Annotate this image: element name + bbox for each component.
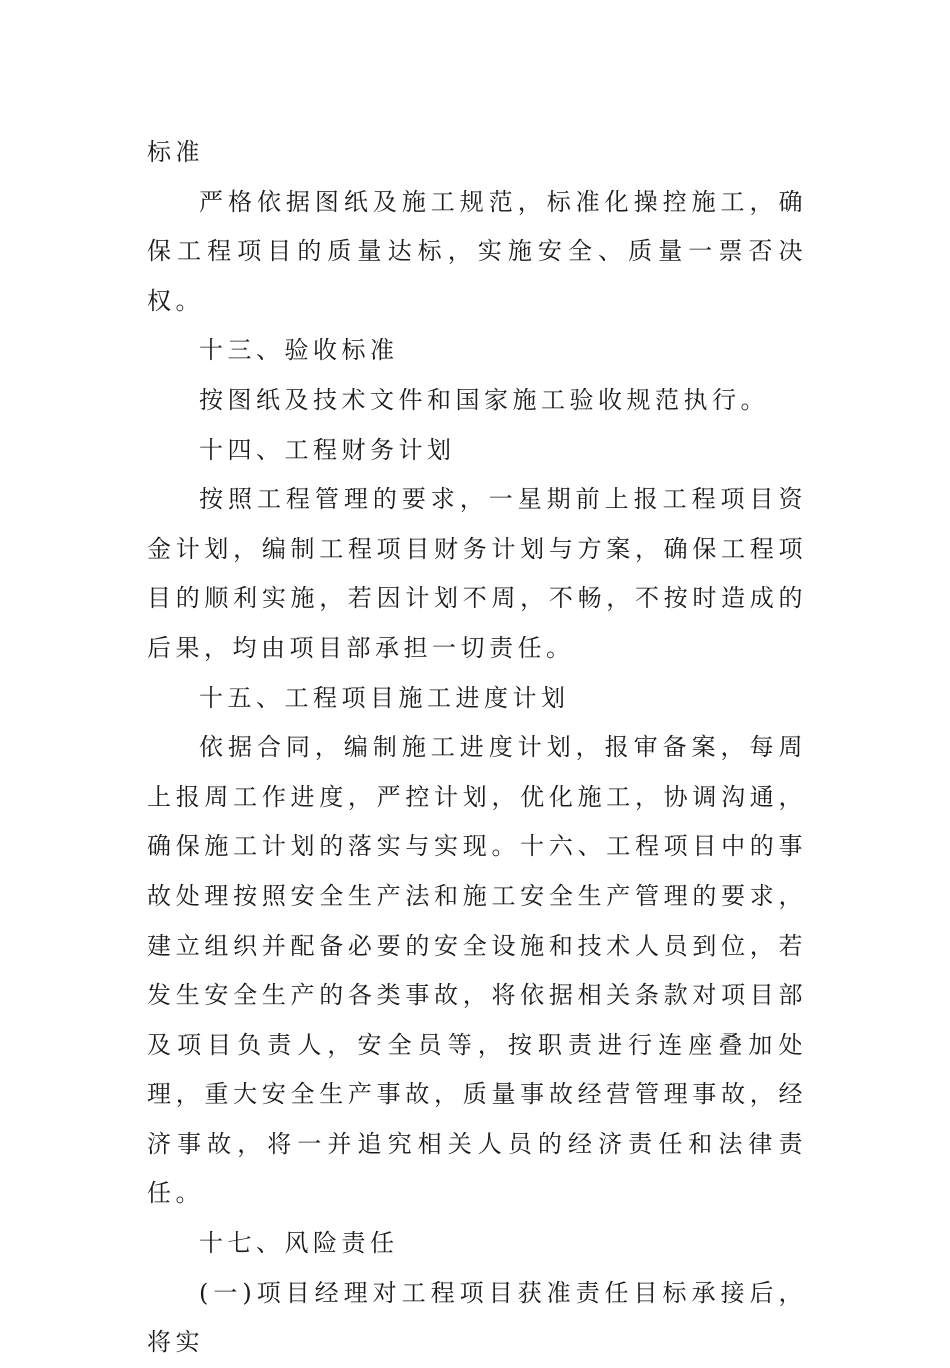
paragraph-quality-standard: 严格依据图纸及施工规范，标准化操控施工，确保工程项目的质量达标，实施安全、质量一票否决权。 [147, 187, 807, 315]
paragraph-schedule-plan: 依据合同，编制施工进度计划，报审备案，每周上报周工作进度，严控计划，优化施工，协调沟通，确保施工计划的落实与实现。十六、工程项目中的事故处理按照安全生产法和施工安全生产管理的要求，建立组织并配备必要的安全设施和技术人员到位，若发生安全生产的各类事故，将依据相关条款对项目部及项目负责人，安全员等，按职责进行连座叠加处理，重大安全生产事故，质量事故经营管理事故，经济事故，将一并追究相关人员的经济责任和法律责任。 [147, 733, 807, 1208]
paragraph-financial-plan: 按照工程管理的要求，一星期前上报工程项目资金计划，编制工程项目财务计划与方案，确保工程项目的顺利实施，若因计划不周，不畅，不按时造成的后果，均由项目部承担一切责任。 [147, 485, 807, 662]
paragraph-continuation: 标准 [147, 138, 204, 166]
heading-risk-responsibility: 十七、风险责任 [199, 1229, 399, 1258]
paragraph-acceptance-standard: 按图纸及技术文件和国家施工验收规范执行。 [199, 385, 769, 414]
document-body [147, 128, 807, 1368]
heading-financial-plan: 十四、工程财务计划 [199, 435, 456, 464]
paragraph-risk-responsibility: (一)项目经理对工程项目获准责任目标承接后，将实 [147, 1278, 807, 1357]
heading-schedule-plan: 十五、工程项目施工进度计划 [199, 683, 570, 712]
heading-acceptance-standard: 十三、验收标准 [199, 336, 399, 365]
